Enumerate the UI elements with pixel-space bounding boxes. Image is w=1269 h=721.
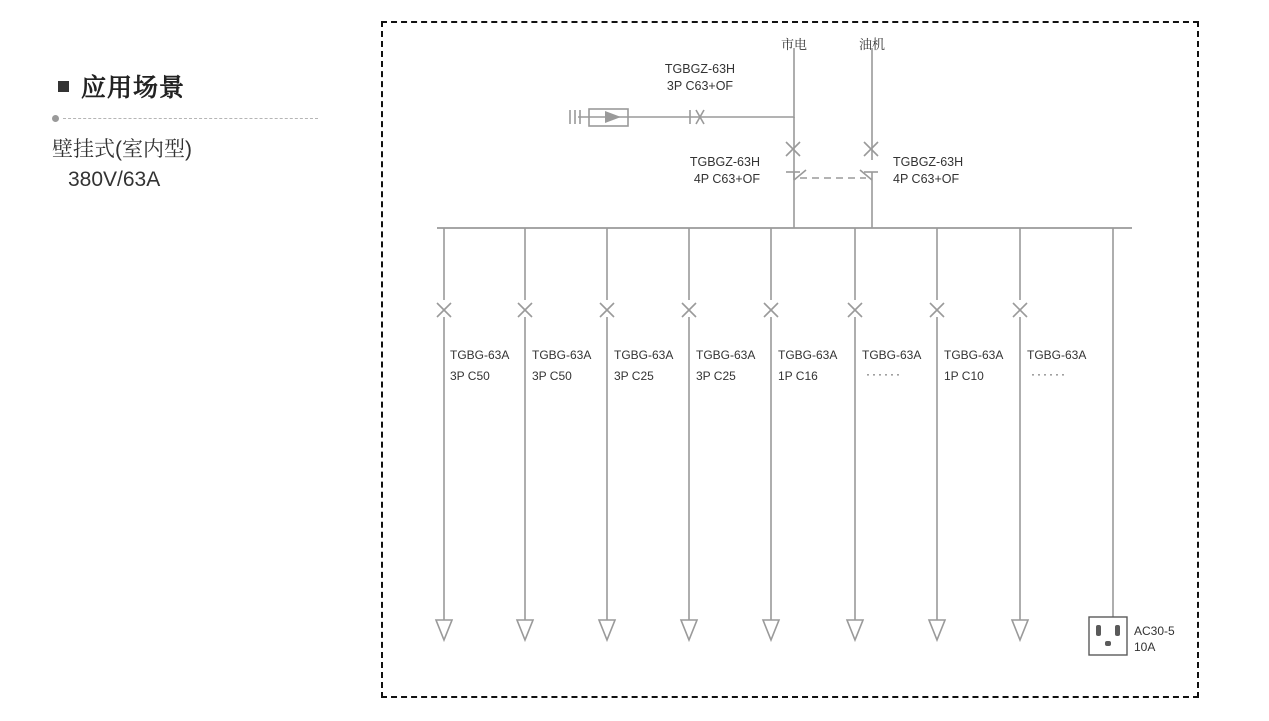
ats-left-label-line2: 4P C63+OF <box>693 172 760 186</box>
source-label-generator: 油机 <box>858 37 886 52</box>
mounting-type-label: 壁挂式(室内型) <box>52 138 192 161</box>
branch-label-7-model: TGBG-63A <box>944 348 1004 362</box>
branch-label-4-model: TGBG-63A <box>696 348 756 362</box>
branch-label-3-model: TGBG-63A <box>614 348 674 362</box>
ats-right-label-line1: TGBGZ-63H <box>893 155 964 169</box>
branch-label-4-spec: 3P C25 <box>696 369 736 383</box>
socket-label-model: AC30-5 <box>1134 624 1175 638</box>
ats-right-label-line2: 4P C63+OF <box>893 172 960 186</box>
incoming-breaker-label-line2: 3P C63+OF <box>666 79 734 93</box>
branch-label-2-model: TGBG-63A <box>532 348 592 362</box>
page-title <box>58 68 185 104</box>
source-label-mains: 市电 <box>780 37 808 52</box>
branch-label-8-spec: ······ <box>1031 367 1067 381</box>
branch-label-7-spec: 1P C10 <box>944 369 984 383</box>
branch-label-3-spec: 3P C25 <box>614 369 654 383</box>
branch-label-5-spec: 1P C16 <box>778 369 818 383</box>
application-scenario-panel <box>0 0 360 721</box>
branch-label-1-model: TGBG-63A <box>450 348 510 362</box>
rating-label: 380V/63A <box>68 168 161 191</box>
dashed-divider-icon <box>52 113 318 123</box>
divider-line <box>63 118 318 119</box>
branch-label-6-spec: ······ <box>866 367 902 381</box>
page-title-text: 应用场景 <box>81 74 186 102</box>
ats-left-label-line1: TGBGZ-63H <box>689 155 760 169</box>
incoming-breaker-label-line1: TGBGZ-63H <box>664 62 736 76</box>
square-bullet-icon <box>58 81 69 92</box>
socket-label-rating: 10A <box>1134 640 1156 654</box>
branch-label-5-model: TGBG-63A <box>778 348 838 362</box>
divider-dot-icon <box>52 115 59 122</box>
branch-label-2-spec: 3P C50 <box>532 369 572 383</box>
branch-label-6-model: TGBG-63A <box>862 348 922 362</box>
branch-label-1-spec: 3P C50 <box>450 369 490 383</box>
branch-label-8-model: TGBG-63A <box>1027 348 1087 362</box>
